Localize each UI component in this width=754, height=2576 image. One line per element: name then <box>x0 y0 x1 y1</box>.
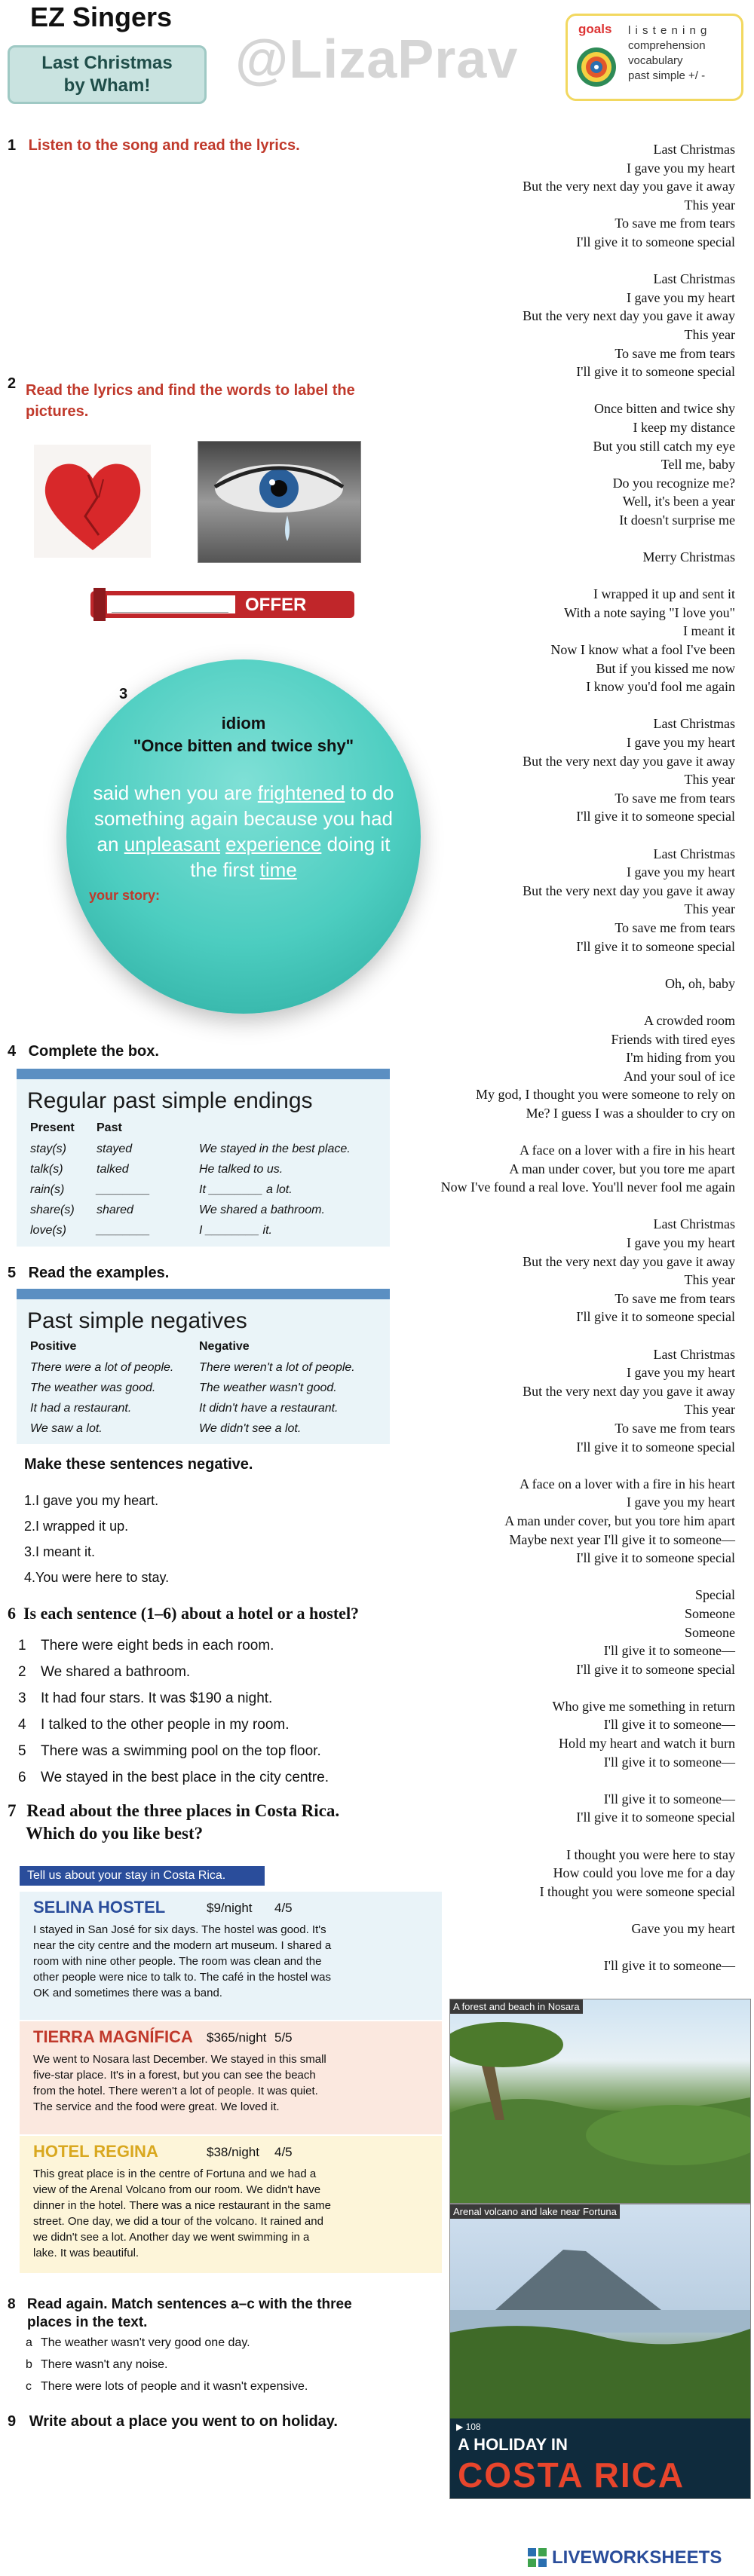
negative-task: Make these sentences negative. <box>24 1456 253 1473</box>
box-title: Past simple negatives <box>27 1308 247 1333</box>
lyric-line: But the very next day you gave it away <box>523 1383 735 1399</box>
question-number: 1 <box>8 137 17 154</box>
lyric-line <box>362 1456 735 1475</box>
lyric-line: Do you recognize me? <box>612 475 735 491</box>
review-text-line: street. One day, we did a tour of the volcano. It rained and <box>33 2215 323 2228</box>
lyric-line: Hold my heart and watch it burn <box>559 1736 735 1751</box>
offer-banner <box>90 588 354 621</box>
match-item <box>26 2354 308 2376</box>
endings-past-cell: stayed <box>97 1143 133 1155</box>
endings-past-cell: shared <box>97 1204 133 1216</box>
reviews-banner: Tell us about your stay in Costa Rica. <box>20 1866 265 1886</box>
nosara-photo <box>449 1999 751 2204</box>
sentence-item: 3.I meant it. <box>24 1544 96 1559</box>
lyric-line <box>362 381 735 400</box>
item-text: There were eight beds in each room. <box>41 1638 274 1654</box>
question-5 <box>8 1265 169 1282</box>
question-number: 3 <box>119 686 128 702</box>
video-thumbnail[interactable] <box>450 2418 750 2498</box>
question-text: Complete the box. <box>28 1043 159 1060</box>
question-number: 2 <box>8 375 17 392</box>
item-text: We shared a bathroom. <box>41 1664 191 1680</box>
hotel-hostel-item <box>18 1764 329 1791</box>
lyric-line <box>362 252 735 271</box>
match-list <box>26 2332 308 2397</box>
lyric-line: I thought you were someone special <box>539 1883 735 1899</box>
idiom-block <box>66 712 421 757</box>
endings-example-cell: We stayed in the best place. <box>199 1143 351 1155</box>
idiom-phrase: "Once bitten and twice shy" <box>133 736 354 755</box>
lyric-line: I gave you my heart <box>627 160 735 176</box>
lyric-line: Now I know what a fool I've been <box>550 642 735 658</box>
lyric-line: I'll give it to someone special <box>576 234 735 249</box>
past-simple-negatives-box <box>17 1289 390 1444</box>
hotel-hostel-item <box>18 1659 329 1685</box>
sentence-item: 4.You were here to stay. <box>24 1570 170 1585</box>
item-letter: a <box>26 2336 32 2349</box>
lyric-line <box>362 1197 735 1216</box>
hotel-hostel-list <box>18 1632 329 1791</box>
review-card <box>20 2136 442 2273</box>
question-4 <box>8 1043 159 1060</box>
tear-eye-icon <box>198 442 360 562</box>
review-text-line: we didn't see a lot. Another day we went swimming in a <box>33 2231 310 2244</box>
lyric-line: It doesn't surprise me <box>619 512 735 528</box>
question-7 <box>8 1800 339 1845</box>
lyric-line: Last Christmas <box>653 846 735 861</box>
lyric-line <box>362 1827 735 1846</box>
lyric-line: I gave you my heart <box>627 1365 735 1381</box>
song-title: Last Christmas <box>41 53 173 73</box>
review-text-line: dinner in the hotel. There was a nice restaurant in the same <box>33 2199 331 2212</box>
question-text: pictures. <box>26 403 89 420</box>
meaning-line: the first time <box>190 858 297 881</box>
forest-beach-image <box>450 1999 750 2203</box>
past-simple-endings-box <box>17 1069 390 1247</box>
lyric-line: Friends with tired eyes <box>611 1031 735 1047</box>
lyric-line: Last Christmas <box>653 142 735 157</box>
review-text-line: The service and the food were great. We loved it. <box>33 2100 280 2113</box>
lyric-line <box>362 1326 735 1345</box>
lyric-line: This year <box>684 326 735 342</box>
lyric-line: I meant it <box>683 623 735 639</box>
review-text-line: other people were nice to talk to. The café in the hostel was <box>33 1971 331 1984</box>
place-price: $365/night <box>207 2030 267 2045</box>
lyric-line: But the very next day you gave it away <box>523 883 735 898</box>
lyric-line: A man under cover, but you tore me apart <box>509 1161 735 1176</box>
negatives-positive-cell: The weather was good. <box>30 1381 156 1394</box>
hotel-hostel-item <box>18 1632 329 1659</box>
lyric-line: This year <box>684 1402 735 1418</box>
question-text: Read the lyrics and find the words to label the <box>26 382 355 399</box>
lyric-line: To save me from tears <box>615 1420 735 1436</box>
lyric-line: But the very next day you gave it away <box>523 179 735 194</box>
lyric-line: Tell me, baby <box>661 457 735 473</box>
negatives-negative-cell: The weather wasn't good. <box>199 1381 337 1394</box>
question-text: Read again. Match sentences a–c with the three <box>26 2296 352 2312</box>
question-number: 4 <box>8 1043 17 1060</box>
costa-rica-reviews <box>20 1866 442 2273</box>
negatives-negative-cell: It didn't have a restaurant. <box>199 1402 339 1415</box>
place-name: HOTEL REGINA <box>33 2142 158 2161</box>
lyric-line: I gave you my heart <box>627 289 735 305</box>
lyric-line: Last Christmas <box>653 716 735 732</box>
lyric-line: I know you'd fool me again <box>586 679 735 695</box>
lyric-line: I'll give it to someone special <box>576 1309 735 1325</box>
place-name: TIERRA MAGNÍFICA <box>33 2027 193 2046</box>
song-title-box <box>8 45 207 104</box>
lyric-line: Who give me something in return <box>552 1698 735 1714</box>
endings-present-cell: love(s) <box>30 1224 67 1237</box>
item-text: I talked to the other people in my room. <box>41 1717 290 1733</box>
liveworksheets-logo[interactable] <box>528 2547 722 2568</box>
negative-sentences <box>24 1488 169 1590</box>
glossary-word[interactable]: experience <box>225 833 322 855</box>
lyric-line: This year <box>684 901 735 917</box>
lyric-line: I'll give it to someone special <box>576 1550 735 1566</box>
endings-past-cell[interactable]: ________ <box>97 1224 151 1237</box>
endings-example-cell[interactable]: I ________ it. <box>199 1224 272 1237</box>
negatives-negative-cell: We didn't see a lot. <box>199 1422 302 1435</box>
eye-picture <box>198 441 361 563</box>
glossary-word[interactable]: frightened <box>257 782 345 804</box>
lyric-line: A face on a lover with a fire in his heart <box>520 1143 735 1158</box>
question-text: Which do you like best? <box>26 1824 204 1843</box>
box-title: Regular past simple endings <box>27 1088 313 1113</box>
sentence-item: 1.I gave you my heart. <box>24 1493 159 1508</box>
lyric-line: I'll give it to someone special <box>576 364 735 380</box>
goals-box <box>566 14 743 101</box>
video-title-line2: COSTA RICA <box>458 2455 685 2495</box>
question-text: Is each sentence (1–6) about a hotel or a hostel? <box>23 1604 360 1623</box>
lyric-line: I'll give it to someone special <box>576 1439 735 1455</box>
place-rating: 4/5 <box>274 1901 293 1915</box>
lyric-line: I'll give it to someone special <box>576 809 735 825</box>
lyric-line: I'll give it to someone special <box>576 1810 735 1825</box>
lyric-line: But the very next day you gave it away <box>523 308 735 324</box>
target-icon <box>575 46 618 88</box>
meaning-line: said when you are frightened to do <box>93 782 394 804</box>
goal-item: vocabulary <box>628 54 683 67</box>
video-badge: ▶ 108 <box>456 2422 481 2432</box>
lyric-line: With a note saying "I love you" <box>564 604 735 620</box>
question-1 <box>8 137 300 154</box>
lyric-line: Merry Christmas <box>642 549 735 565</box>
endings-example-cell: We shared a bathroom. <box>199 1204 325 1216</box>
col-past: Past <box>97 1121 122 1134</box>
lyric-line <box>362 529 735 548</box>
item-number: 2 <box>18 1664 26 1680</box>
question-9 <box>8 2413 338 2431</box>
lyric-line: I'll give it to someone— <box>603 1754 735 1770</box>
worksheet-title: EZ Singers <box>30 2 173 32</box>
lyric-line: To save me from tears <box>615 1290 735 1306</box>
lyric-line: Last Christmas <box>653 1346 735 1362</box>
lyric-line: But the very next day you gave it away <box>523 1253 735 1269</box>
item-text: There was a swimming pool on the top floor. <box>41 1743 321 1759</box>
idiom-label: idiom <box>221 714 266 733</box>
review-text-line: five-star place. It's in a forest, but you can see the beach <box>33 2069 316 2082</box>
endings-present-cell: rain(s) <box>30 1183 65 1196</box>
question-number: 6 <box>8 1604 16 1623</box>
item-number: 3 <box>18 1690 26 1706</box>
col-negative: Negative <box>199 1340 250 1353</box>
offer-label: OFFER <box>245 595 307 615</box>
photo-caption: A forest and beach in Nosara <box>450 1999 583 2014</box>
heart-icon <box>34 445 151 558</box>
lyric-line: But the very next day you gave it away <box>523 753 735 769</box>
place-price: $38/night <box>207 2145 259 2159</box>
review-text-line: I stayed in San José for six days. The hostel was good. It's <box>33 1923 326 1936</box>
lyric-line <box>362 1771 735 1790</box>
video-title-line1: A HOLIDAY IN <box>458 2435 568 2454</box>
meaning-line: an unpleasant experience doing it <box>97 833 391 855</box>
author-watermark: @LizaPrav <box>235 29 519 90</box>
lyric-line <box>362 1568 735 1586</box>
answer-blank[interactable] <box>112 597 228 613</box>
lyric-line: This year <box>684 197 735 213</box>
lyric-line: Me? I guess I was a shoulder to cry on <box>526 1105 735 1121</box>
lyric-line: This year <box>684 772 735 788</box>
lyric-line: And your soul of ice <box>624 1068 735 1084</box>
lyric-line: I'll give it to someone special <box>576 938 735 954</box>
question-number: 9 <box>8 2413 17 2430</box>
lyric-line: I'll give it to someone— <box>603 1643 735 1659</box>
match-item <box>26 2332 308 2354</box>
glossary-word[interactable]: unpleasant <box>124 833 220 855</box>
endings-past-cell[interactable]: ________ <box>97 1183 151 1196</box>
lyric-line: A crowded room <box>644 1012 735 1028</box>
lyric-line <box>362 1678 735 1697</box>
negatives-positive-cell: It had a restaurant. <box>30 1402 132 1415</box>
review-card <box>20 1892 442 2020</box>
negatives-positive-cell: We saw a lot. <box>30 1422 103 1435</box>
endings-present-cell: stay(s) <box>30 1143 66 1155</box>
question-text: Read the examples. <box>28 1265 170 1281</box>
lyric-line: This year <box>684 1272 735 1288</box>
review-text-line: view of the Arenal Volcano from our room. We didn't have <box>33 2183 321 2196</box>
lyric-line: But if you kissed me now <box>596 660 735 676</box>
lyric-line: I'll give it to someone— <box>603 1791 735 1807</box>
liveworksheets-icon <box>528 2548 547 2568</box>
col-present: Present <box>30 1121 75 1134</box>
photo-caption: Arenal volcano and lake near Fortuna <box>450 2204 620 2219</box>
question-number: 8 <box>8 2296 16 2312</box>
item-text: The weather wasn't very good one day. <box>41 2336 250 2349</box>
hotel-hostel-item <box>18 1738 329 1764</box>
lyric-line: I'll give it to someone— <box>603 1958 735 1974</box>
item-number: 6 <box>18 1770 26 1785</box>
question-2 <box>8 375 362 420</box>
endings-example-cell[interactable]: It ________ a lot. <box>199 1183 293 1196</box>
item-text: It had four stars. It was $190 a night. <box>41 1690 273 1706</box>
lyric-line: A man under cover, but you tore him apart <box>504 1513 735 1528</box>
place-price: $9/night <box>207 1901 253 1915</box>
story-label: your story: <box>89 888 161 903</box>
item-letter: c <box>26 2380 32 2393</box>
lyric-line: To save me from tears <box>615 216 735 231</box>
lyric-line: I gave you my heart <box>627 1495 735 1510</box>
item-number: 1 <box>18 1638 26 1654</box>
glossary-word[interactable]: time <box>259 858 297 881</box>
match-item <box>26 2376 308 2397</box>
lyric-line: I'm hiding from you <box>626 1050 735 1066</box>
review-text-line: from the hotel. There weren't a lot of people. It was quiet. <box>33 2085 318 2097</box>
goal-item: past simple +/ - <box>628 69 706 82</box>
lyric-line: To save me from tears <box>615 345 735 361</box>
lyric-line: How could you love me for a day <box>553 1865 735 1881</box>
lyric-line: Gave you my heart <box>631 1921 735 1936</box>
item-text: There wasn't any noise. <box>41 2358 168 2371</box>
lyric-line: Maybe next year I'll give it to someone— <box>509 1531 735 1547</box>
question-number: 5 <box>8 1265 17 1281</box>
lyric-line: I gave you my heart <box>627 864 735 880</box>
negatives-negative-cell: There weren't a lot of people. <box>199 1361 355 1374</box>
item-number: 4 <box>18 1717 26 1733</box>
lyric-line: Now I've found a real love. You'll never fool me again <box>440 1179 735 1195</box>
lyric-line <box>362 956 735 974</box>
lyric-line: My god, I thought you were someone to rely on <box>476 1087 735 1103</box>
question-text: places in the text. <box>27 2314 148 2330</box>
lyric-line: Someone <box>685 1605 735 1621</box>
lyric-line: Special <box>695 1587 735 1603</box>
lyric-line: To save me from tears <box>615 790 735 806</box>
song-artist: by Wham! <box>63 75 151 96</box>
lyric-line: I wrapped it up and sent it <box>593 586 735 602</box>
review-text-line: We went to Nosara last December. We stayed in this small <box>33 2053 326 2066</box>
item-text: We stayed in the best place in the city centre. <box>41 1770 329 1785</box>
lyric-line: Someone <box>685 1624 735 1640</box>
endings-past-cell: talked <box>97 1163 129 1176</box>
lyric-line: I keep my distance <box>633 419 735 435</box>
lyric-line: To save me from tears <box>615 919 735 935</box>
review-text-line: room with nine other people. The room was clean and the <box>33 1955 322 1968</box>
song-lyrics <box>362 140 735 1975</box>
question-text: Write about a place you went to on holiday. <box>29 2413 338 2430</box>
negatives-positive-cell: There were a lot of people. <box>30 1361 174 1374</box>
heart-picture <box>34 445 151 558</box>
brand-name: LIVEWORKSHEETS <box>552 2547 722 2568</box>
place-name: SELINA HOSTEL <box>33 1898 166 1917</box>
hotel-hostel-item <box>18 1685 329 1712</box>
meaning-line: something again because you had <box>93 807 394 830</box>
arenal-photo <box>449 2204 751 2499</box>
review-card <box>20 2021 442 2134</box>
lyric-line: I'll give it to someone special <box>576 1661 735 1677</box>
question-8 <box>8 2296 352 2332</box>
item-number: 5 <box>18 1743 26 1759</box>
question-text: Read about the three places in Costa Rica. <box>26 1801 340 1820</box>
lyric-line: I thought you were here to stay <box>566 1846 735 1862</box>
lyric-line: Well, it's been a year <box>622 494 735 509</box>
question-6 <box>8 1604 359 1623</box>
lyric-line: I gave you my heart <box>627 735 735 750</box>
lyric-line: Once bitten and twice shy <box>594 401 735 417</box>
goals-list <box>628 23 707 84</box>
place-rating: 5/5 <box>274 2030 293 2045</box>
lyric-line: Oh, oh, baby <box>665 975 735 991</box>
lyric-line: I gave you my heart <box>627 1235 735 1251</box>
endings-present-cell: talk(s) <box>30 1163 63 1176</box>
lyric-line <box>362 1122 735 1141</box>
story-input[interactable] <box>90 909 392 984</box>
goal-item: comprehension <box>628 39 706 52</box>
endings-example-cell: He talked to us. <box>199 1163 284 1176</box>
lyric-line: Last Christmas <box>653 271 735 287</box>
lyric-line: But you still catch my eye <box>593 438 735 454</box>
lyric-line <box>362 993 735 1011</box>
goals-label: goals <box>578 22 612 36</box>
question-number: 7 <box>8 1801 17 1820</box>
lyric-line: A face on a lover with a fire in his heart <box>520 1476 735 1491</box>
item-text: There were lots of people and it wasn't expensive. <box>41 2380 308 2393</box>
review-text-line: OK and sometimes there was a band. <box>33 1987 222 1999</box>
question-text: Listen to the song and read the lyrics. <box>28 137 300 154</box>
review-text-line: near the city centre and the modern art museum. I shared a <box>33 1939 332 1952</box>
goal-item: l i s t e n i n g <box>628 24 708 37</box>
lyric-line <box>362 567 735 586</box>
place-rating: 4/5 <box>274 2145 293 2159</box>
review-text-line: lake. It was beautiful. <box>33 2247 139 2259</box>
item-letter: b <box>26 2358 32 2371</box>
col-positive: Positive <box>30 1340 77 1353</box>
sentence-item: 2.I wrapped it up. <box>24 1519 129 1534</box>
idiom-meaning <box>66 780 421 883</box>
hotel-hostel-item <box>18 1712 329 1738</box>
lyric-line: I'll give it to someone— <box>603 1717 735 1733</box>
review-text-line: This great place is in the centre of Fortuna and we had a <box>33 2168 317 2180</box>
lyric-line: Last Christmas <box>653 1216 735 1232</box>
endings-present-cell: share(s) <box>30 1204 75 1216</box>
